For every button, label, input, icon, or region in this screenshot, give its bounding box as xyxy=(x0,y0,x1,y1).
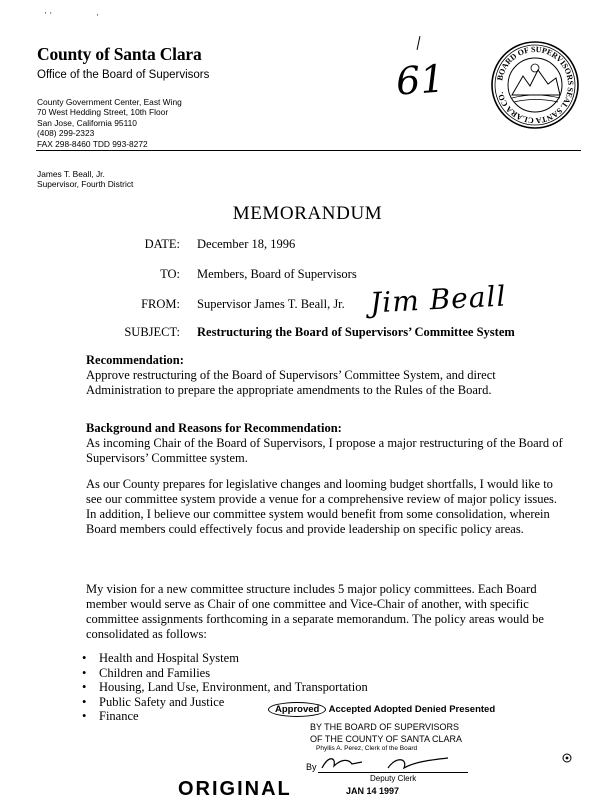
to-label: TO: xyxy=(160,267,180,281)
letterhead-divider xyxy=(36,150,581,151)
handwritten-number: 61 xyxy=(394,56,446,104)
clerk-line: Phyllis A. Perez, Clerk of the Board xyxy=(316,745,418,752)
svg-text:BOARD OF SUPERVISORS SEAL SANT: BOARD OF SUPERVISORS SEAL SANTA CLARA CO. xyxy=(495,44,576,126)
background-paragraph: As our County prepares for legislative changes and looming budget shortfalls, I would like to see our committee system provide a venue for a comprehensive review of major policy issues. In addition, I believe our committee system would benefit from some consolidation, wherein Board members could effectively focus and provide leadership on specific policy areas. xyxy=(86,477,558,536)
recommendation-heading: Recommendation: xyxy=(86,353,184,367)
to-value: Members, Board of Supervisors xyxy=(197,267,357,281)
sender-block xyxy=(37,169,133,190)
date-label: DATE: xyxy=(144,237,180,251)
scan-mark xyxy=(417,36,421,50)
subject-label: SUBJECT: xyxy=(124,325,180,339)
subject-value: Restructuring the Board of Supervisors’ Committee System xyxy=(197,325,515,339)
list-item: • Finance xyxy=(82,709,368,724)
recommendation-text: Approve restructuring of the Board of Supervisors’ Committee System, and direct Administration to prepare the appropriate amendments to the Rules of the Board. xyxy=(86,368,496,397)
by-label: By xyxy=(306,762,317,772)
address-line: County Government Center, East Wing xyxy=(37,97,182,107)
sender-title: Supervisor, Fourth District xyxy=(37,179,134,190)
list-item: • Housing, Land Use, Environment, and Transportation xyxy=(82,680,368,695)
office-name: Office of the Board of Supervisors xyxy=(37,69,210,81)
address-line: FAX 298-8460 TDD 993-8272 xyxy=(37,138,148,149)
signature: Jim Beall xyxy=(369,279,508,320)
from-value: Supervisor James T. Beall, Jr. xyxy=(197,297,345,311)
stamp-option-adopted: Adopted xyxy=(373,704,413,715)
stamp-option-presented: Presented xyxy=(449,704,496,715)
background-section xyxy=(86,421,568,466)
address-line: San Jose, California 95110 xyxy=(37,117,137,128)
county-seal-icon xyxy=(490,40,580,130)
stamp-option-accepted: Accepted xyxy=(328,704,372,715)
list-item: • Public Safety and Justice xyxy=(82,695,368,710)
stamp-date: JAN 14 1997 xyxy=(346,786,400,796)
background-paragraph: My vision for a new committee structure includes 5 major policy committees. Each Board member would serve as Chair of one committee and Vice-Chair of another, with specific committee assignments forthcoming in a separate memorandum. The policy areas would be consolidated as follows: xyxy=(86,582,544,641)
address-line: 70 West Hedding Street, 10th Floor xyxy=(37,107,169,118)
stamp-line: OF THE COUNTY OF SANTA CLARA xyxy=(310,734,463,744)
list-item: • Children and Families xyxy=(82,666,368,681)
from-label: FROM: xyxy=(141,297,180,311)
address-line: (408) 299-2323 xyxy=(37,128,95,139)
scan-speck: · · xyxy=(44,8,53,18)
county-name: County of Santa Clara xyxy=(37,44,202,64)
background-paragraph: As incoming Chair of the Board of Supervisors, I propose a major restructuring of the Board of Supervisors’ Committee system. xyxy=(86,436,563,465)
stamp-line: BY THE BOARD OF SUPERVISORS xyxy=(310,722,460,732)
background-heading: Background and Reasons for Recommendation: xyxy=(86,421,342,435)
approval-options xyxy=(268,702,495,717)
memo-title: MEMORANDUM xyxy=(232,203,383,224)
punch-mark-icon xyxy=(560,752,574,770)
date-value: December 18, 1996 xyxy=(197,237,296,251)
stamp-option-approved: Approved xyxy=(268,702,326,717)
original-stamp: ORIGINAL xyxy=(178,778,292,800)
recommendation-section xyxy=(86,353,568,398)
list-item: • Health and Hospital System xyxy=(82,651,368,666)
sender-name: James T. Beall, Jr. xyxy=(37,169,105,179)
clerk-signature-scribble xyxy=(318,752,468,774)
deputy-label: Deputy Clerk xyxy=(370,774,417,783)
scan-speck: · xyxy=(96,10,99,20)
address-block xyxy=(37,97,182,149)
stamp-option-denied: Denied xyxy=(414,704,447,715)
